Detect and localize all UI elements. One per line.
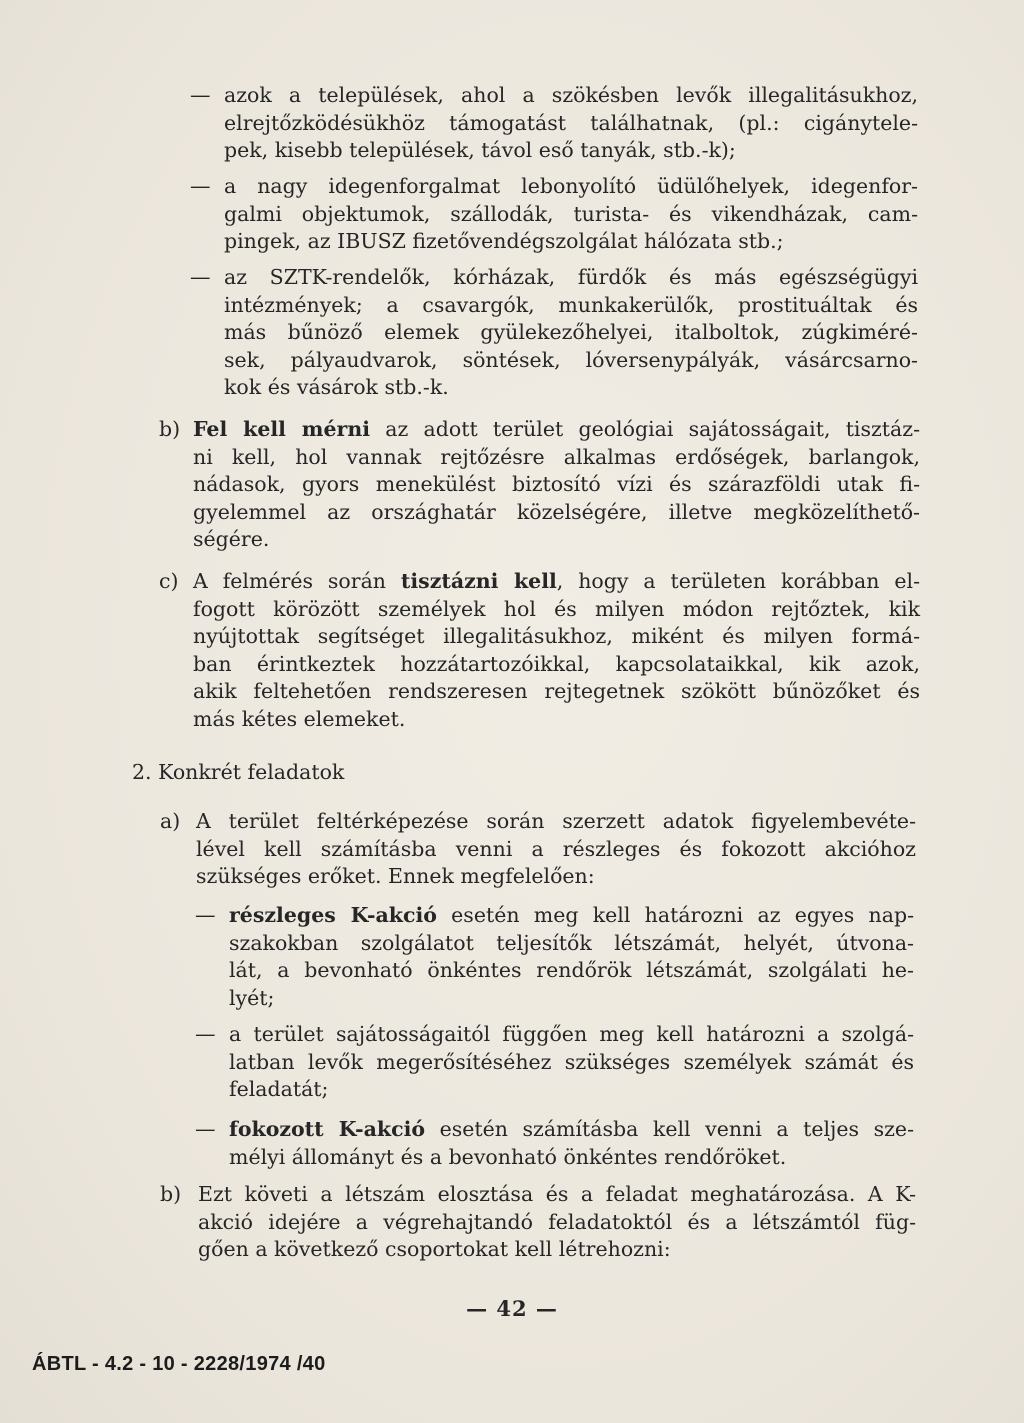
- paragraph-label: a): [160, 809, 181, 833]
- paragraph-2a: [160, 808, 916, 891]
- text-line: intézmények; a csavargók, munkakerülők, prostituáltak és: [224, 292, 918, 317]
- paragraph-label: b): [159, 417, 181, 441]
- text-line: kok és vásárok stb.-k.: [224, 375, 449, 400]
- text-line: [193, 416, 920, 444]
- text-line: akik feltehetően rendszeresen rejtegetnek szökött bűnözőket és: [193, 679, 920, 704]
- text-line: ban érintkeztek hozzátartozóikkal, kapcsolataikkal, kik azok,: [193, 651, 920, 676]
- emphasis: részleges K-akció: [229, 903, 437, 927]
- text-line: lyét;: [229, 985, 275, 1010]
- bullet-area-specifics: [195, 1021, 914, 1104]
- paragraph-2b: [160, 1181, 916, 1264]
- text-line: szakokban szolgálatot teljesítők létszámát, helyét, útvona-: [229, 930, 914, 955]
- text-line: A terület feltérképezése során szerzett adatok figyelembevéte-: [196, 809, 916, 833]
- paragraph-b: [159, 416, 920, 554]
- emphasis: tisztázni kell: [400, 569, 557, 593]
- text-line: lát, a bevonható önkéntes rendőrök létszámát, szolgálati he-: [229, 958, 914, 983]
- text-run: A felmérés során: [193, 569, 401, 593]
- bullet-dash: —: [190, 265, 211, 289]
- text-line: elrejtőzködésükhöz támogatást találhatnak, (pl.: cigánytele-: [224, 110, 918, 135]
- text-line: [229, 1116, 914, 1144]
- archive-reference: ÁBTL - 4.2 - 10 - 2228/1974 /40: [32, 1353, 326, 1375]
- text-run: az adott terület geológiai sajátosságait, tisztáz-: [370, 417, 920, 441]
- text-line: a terület sajátosságaitól függően meg kell határozni a szolgá-: [229, 1022, 914, 1046]
- bullet-partial-action: [195, 902, 914, 1012]
- emphasis: Fel kell mérni: [193, 417, 371, 441]
- bullet-institutions: [190, 264, 918, 402]
- bullet-dash: —: [190, 83, 211, 107]
- text-line: sek, pályaudvarok, söntések, lóversenypályák, vásárcsarno-: [224, 347, 918, 372]
- text-line: szükséges erőket. Ennek megfelelően:: [196, 864, 595, 889]
- text-line: ségére.: [193, 527, 270, 552]
- text-line: pingek, az IBUSZ fizetővendégszolgálat hálózata stb.;: [224, 229, 784, 254]
- text-line: mélyi állományt és a bevonható önkéntes rendőröket.: [229, 1144, 787, 1169]
- emphasis: fokozott K-akció: [229, 1117, 426, 1141]
- text-line: nádasok, gyors menekülést biztosító vízi és szárazföldi utak fi-: [193, 472, 920, 497]
- page-number: — 42 —: [466, 1296, 558, 1321]
- paragraph-label: c): [159, 569, 179, 593]
- bullet-settlements: [190, 82, 918, 165]
- text-line: [193, 568, 920, 596]
- text-line: lével kell számításba venni a részleges és fokozott akcióhoz: [196, 836, 916, 861]
- text-line: pek, kisebb települések, távol eső tanyák, stb.-k);: [224, 138, 736, 163]
- text-run: esetén számításba kell venni a teljes sze-: [425, 1117, 914, 1141]
- heading-text: 2. Konkrét feladatok: [132, 760, 345, 784]
- text-line: ni kell, hol vannak rejtőzésre alkalmas erdőségek, barlangok,: [193, 444, 920, 469]
- text-line: azok a települések, ahol a szökésben levők illegalitásukhoz,: [224, 83, 918, 107]
- text-line: feladatát;: [229, 1077, 329, 1102]
- text-line: más bűnöző elemek gyülekezőhelyei, italboltok, zúgkiméré-: [224, 320, 918, 345]
- text-run: esetén meg kell határozni az egyes nap-: [436, 903, 914, 927]
- text-line: galmi objektumok, szállodák, turista- és vikendházak, cam-: [224, 201, 918, 226]
- text-run: , hogy a területen korábban el-: [556, 569, 920, 593]
- bullet-full-action: [195, 1116, 914, 1171]
- bullet-dash: —: [190, 174, 211, 198]
- text-line: latban levők megerősítéséhez szükséges személyek számát és: [229, 1049, 914, 1074]
- text-line: Ezt követi a létszám elosztása és a feladat meghatározása. A K-: [198, 1182, 916, 1206]
- text-line: fogott körözött személyek hol és milyen módon rejtőztek, kik: [193, 596, 920, 621]
- text-line: gően a következő csoportokat kell létrehozni:: [198, 1237, 671, 1262]
- text-line: gyelemmel az országhatár közelségére, illetve megközelíthető-: [193, 499, 920, 524]
- bullet-dash: —: [195, 1117, 216, 1141]
- section-heading: [132, 759, 632, 787]
- text-line: akció idejére a végrehajtandó feladatoktól és a létszámtól füg-: [198, 1209, 916, 1234]
- text-line: [229, 902, 914, 930]
- bullet-dash: —: [195, 1022, 216, 1046]
- bullet-tourism: [190, 173, 918, 256]
- text-line: az SZTK-rendelők, kórházak, fürdők és más egészségügyi: [224, 265, 918, 289]
- text-line: nyújtottak segítséget illegalitásukhoz, miként és milyen formá-: [193, 624, 920, 649]
- text-line: a nagy idegenforgalmat lebonyolító üdülőhelyek, idegenfor-: [224, 174, 918, 198]
- bullet-dash: —: [195, 903, 216, 927]
- paragraph-label: b): [160, 1182, 182, 1206]
- paragraph-c: [159, 568, 920, 734]
- text-line: más kétes elemeket.: [193, 706, 406, 731]
